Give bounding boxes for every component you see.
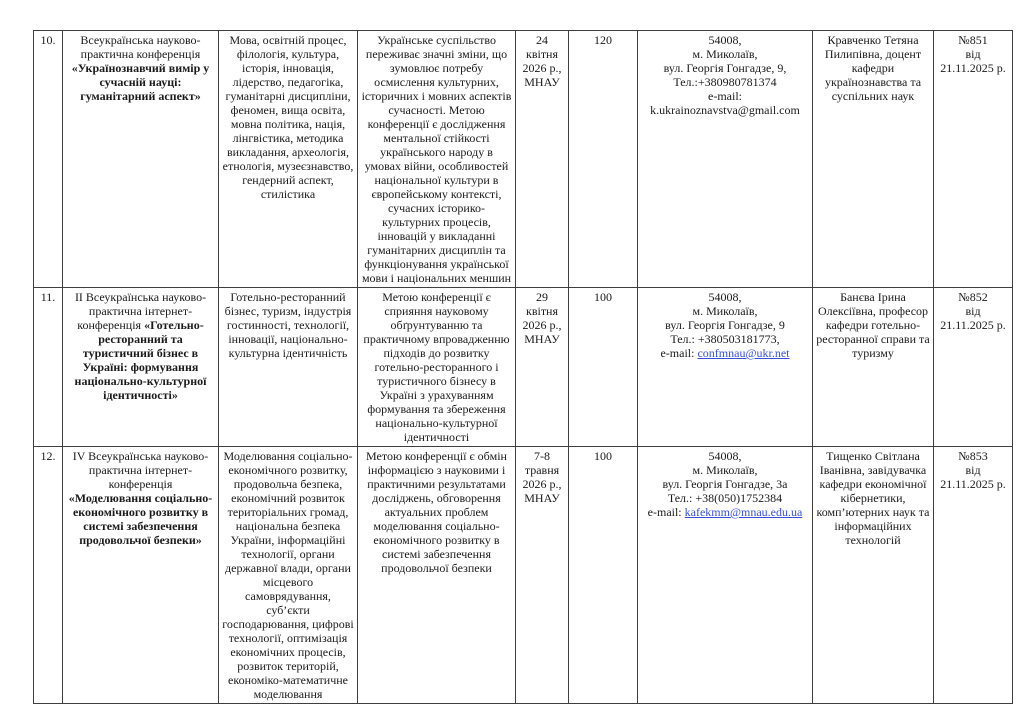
description-cell: Українське суспільство переживає значні зміни, що зумовлює потребу осмислення культурних, історичних і мовних аспектів сучасності. Метою конференції є дослідження ментальної стійкості українського народу в умовах війни, особливостей національної культури в європейському контексті, сучасних історико-культурних процесів, інновацій у викладанні гуманітарних дисциплін та функціонування української мови і національних меншин — [358, 31, 516, 288]
date-cell — [516, 447, 569, 704]
doc-line: №853 — [958, 449, 988, 463]
address-zip: 54008, — [708, 33, 742, 47]
address-city: м. Миколаїв, — [692, 463, 758, 477]
participants-cell: 120 — [569, 31, 638, 288]
address-cell — [638, 288, 813, 447]
email-label: e-mail: — [708, 89, 742, 103]
doc-line: від — [965, 304, 981, 318]
conference-title-cell — [63, 31, 219, 288]
date-line: МНАУ — [524, 491, 560, 505]
conference-title-bold: «Українознавчий вимір у сучасній науці: гуманітарний аспект» — [71, 61, 210, 103]
doc-line: від — [965, 47, 981, 61]
email-label: e-mail: — [647, 505, 685, 519]
date-line: травня — [524, 463, 560, 477]
date-line: 7-8 — [534, 449, 550, 463]
email-label: e-mail: — [660, 346, 698, 360]
date-line: квітня — [525, 304, 558, 318]
conference-title-bold: «Готельно-ресторанний та туристичний бізнес в Україні: формування національно-культурної ідентичності» — [74, 318, 207, 402]
date-line: квітня — [525, 47, 558, 61]
doc-line: від — [965, 463, 981, 477]
row-number: 10. — [34, 31, 63, 288]
address-zip: 54008, — [708, 449, 742, 463]
email-link[interactable]: confmnau@ukr.net — [697, 346, 790, 360]
keywords-cell: Мова, освітній процес, філологія, культура, історія, інновація, лідерство, педагогіка, гуманітарні дисципліни, феномен, вища освіта, мовна політика, нація, лінгвістика, методика викладання, археологія, етнологія, музеєзнавство, гендерний аспект, стилістика — [219, 31, 358, 288]
conference-title-bold: «Моделювання соціально-економічного розвитку в системі забезпечення продовольчої безпеки» — [68, 491, 213, 547]
description-cell: Метою конференції є сприяння науковому обґрунтуванню та практичному впровадженню підходів до розвитку готельно-ресторанного і туристичного бізнесу в Україні з урахуванням формування та збереження національно-культурної ідентичності — [358, 288, 516, 447]
row-number: 11. — [34, 288, 63, 447]
address-city: м. Миколаїв, — [692, 304, 758, 318]
doc-line: 21.11.2025 р. — [940, 477, 1006, 491]
email-line — [641, 346, 809, 360]
organizer-cell: Кравченко Тетяна Пилипівна, доцент кафедри українознавства та суспільних наук — [813, 31, 934, 288]
doc-line: №852 — [958, 290, 988, 304]
date-line: 24 — [536, 33, 548, 47]
document-number-cell — [934, 447, 1013, 704]
conference-table — [33, 30, 1013, 704]
keywords-cell: Готельно-ресторанний бізнес, туризм, індустрія гостинності, технології, інновації, національно-культурна ідентичність — [219, 288, 358, 447]
address-cell — [638, 447, 813, 704]
document-number-cell — [934, 31, 1013, 288]
email-link[interactable]: kafekmm@mnau.edu.ua — [684, 505, 803, 519]
address-street: вул. Георгія Гонгадзе, 3а — [662, 477, 788, 491]
address-phone: Тел.: +380503181773, — [670, 332, 780, 346]
description-cell: Метою конференції є обмін інформацією з науковими і практичними результатами досліджень, обговорення актуальних проблем моделювання соціально-економічного розвитку в системі забезпечення продовольчої безпеки — [358, 447, 516, 704]
table-row — [34, 447, 1013, 704]
address-cell — [638, 31, 813, 288]
date-line: 2026 р., — [522, 61, 562, 75]
participants-cell: 100 — [569, 447, 638, 704]
doc-line: №851 — [958, 33, 988, 47]
conference-title-prefix: ІІ Всеукраїнська науково-практична інтернет-конференція — [74, 290, 207, 332]
table-row — [34, 288, 1013, 447]
organizer-cell: Тищенко Світлана Іванівна, завідувачка кафедри економічної кібернетики, комп’ютерних наук та інформаційних технологій — [813, 447, 934, 704]
date-line: 29 — [536, 290, 548, 304]
email-line — [641, 505, 809, 519]
date-line: 2026 р., — [522, 318, 562, 332]
conference-title-cell — [63, 447, 219, 704]
date-cell — [516, 288, 569, 447]
date-line: МНАУ — [524, 75, 560, 89]
table-row — [34, 31, 1013, 288]
address-street: вул. Георгія Гонгадзе, 9 — [665, 318, 785, 332]
document-number-cell — [934, 288, 1013, 447]
email-address: k.ukrainoznavstva@gmail.com — [650, 103, 800, 117]
address-street: вул. Георгія Гонгадзе, 9, — [663, 61, 787, 75]
address-phone: Тел.: +38(050)1752384 — [667, 491, 783, 505]
keywords-cell: Моделювання соціально-економічного розвитку, продовольча безпека, економічний розвиток територіальних громад, національна безпека України, інформаційні технології, органи державної влади, органи місцевого самоврядування, суб’єкти господарювання, цифрові технології, оптимізація економічних процесів, розвиток територій, економіко-математичне моделювання — [219, 447, 358, 704]
row-number: 12. — [34, 447, 63, 704]
date-line: 2026 р., — [522, 477, 562, 491]
conference-title-cell — [63, 288, 219, 447]
doc-line: 21.11.2025 р. — [940, 61, 1006, 75]
conference-title-prefix: Всеукраїнська науково-практична конференція — [80, 33, 201, 61]
date-cell — [516, 31, 569, 288]
address-phone: Тел.:+380980781374 — [673, 75, 777, 89]
date-line: МНАУ — [524, 332, 560, 346]
participants-cell: 100 — [569, 288, 638, 447]
address-city: м. Миколаїв, — [692, 47, 758, 61]
address-zip: 54008, — [708, 290, 742, 304]
organizer-cell: Банєва Ірина Олексіївна, професор кафедри готельно-ресторанної справи та туризму — [813, 288, 934, 447]
conference-title-prefix: ІV Всеукраїнська науково-практична інтернет-конференція — [72, 449, 209, 491]
doc-line: 21.11.2025 р. — [940, 318, 1006, 332]
